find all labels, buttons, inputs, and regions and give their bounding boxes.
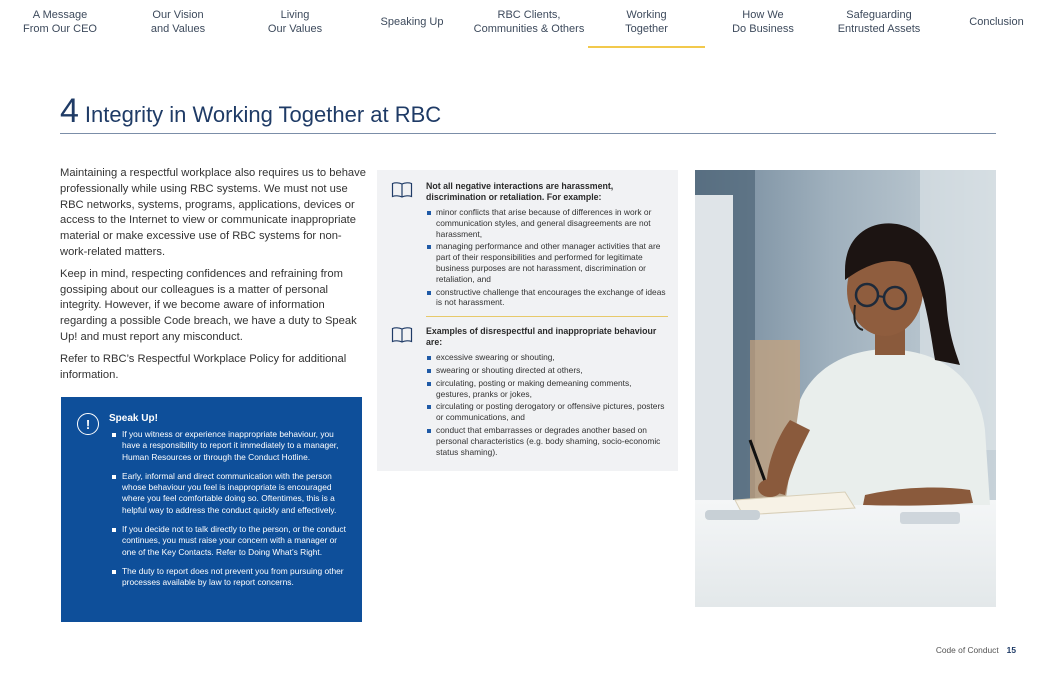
nav-item-ceo-message[interactable]: A Message From Our CEO: [23, 9, 97, 35]
speak-up-box: [61, 397, 362, 622]
list-item: minor conflicts that arise because of differences in work or communication styles, and general disagreements are not harassment,: [426, 207, 668, 239]
exclamation-icon: !: [77, 413, 99, 435]
list-item: circulating or posting derogatory or offensive pictures, posters or communications, and: [426, 401, 668, 423]
list-item: conduct that embarrasses or degrades another based on personal characteristics (e.g. body shaming, socio-economic status shaming).: [426, 425, 668, 457]
book-icon: [391, 326, 413, 344]
speak-up-title: Speak Up!: [109, 413, 158, 424]
speak-up-item: Early, informal and direct communication with the person whose behaviour you feel is inappropriate is encouraged where you feel comfortable doing so. Oftentimes, this is a helpful way to address the conduct quickly and effectively.: [109, 471, 348, 516]
speak-up-list: [109, 429, 348, 589]
speak-up-item: If you witness or experience inappropriate behaviour, you have a responsibility to report it immediately to a manager, Human Resources or through the Conduct Hotline.: [109, 429, 348, 463]
nav-item-clients-communities[interactable]: RBC Clients, Communities & Others: [473, 9, 585, 35]
speak-up-item: If you decide not to talk directly to the person, or the conduct continues, you must raise your concern with a manager or one of the Key Contacts. Refer to Doing What’s Right.: [109, 524, 348, 558]
photo-illustration: [695, 170, 996, 607]
nav-item-working-together[interactable]: Working Together: [588, 0, 705, 48]
document-name: Code of Conduct: [935, 645, 999, 655]
section-title: Integrity in Working Together at RBC: [84, 102, 442, 127]
top-navigation: [0, 0, 1056, 48]
title-divider: [60, 133, 996, 134]
panel-divider: [426, 316, 668, 317]
examples-panel: [377, 170, 678, 471]
not-harassment-section: [391, 181, 668, 308]
list-item: constructive challenge that encourages the exchange of ideas is not harassment.: [426, 287, 668, 309]
body-text: [60, 166, 366, 389]
list-item: swearing or shouting directed at others,: [426, 365, 668, 376]
page-number: 15: [1006, 645, 1016, 655]
nav-item-conclusion[interactable]: Conclusion: [969, 16, 1024, 28]
body-paragraph-3: Refer to RBC’s Respectful Workplace Policy for additional information.: [60, 352, 347, 381]
inappropriate-behaviour-list: [426, 352, 668, 457]
not-harassment-list: [426, 207, 668, 308]
body-paragraph-1: Maintaining a respectful workplace also requires us to behave professionally while using RBC systems. We must not use RBC networks, systems, programs, applications, devices or access to the Internet to view or communicate inappropriate material or make excessive use of RBC systems for non-work-related matters.: [60, 167, 366, 258]
body-paragraph-2: Keep in mind, respecting confidences and refraining from gossiping about our colleagues is a matter of personal integrity. However, if we become aware of information regarding a possible Code breach, we have a duty to Speak Up! and must report any misconduct.: [60, 267, 357, 343]
speak-up-item: The duty to report does not prevent you from pursuing other processes available by law to report concerns.: [109, 566, 348, 589]
page-footer: [936, 645, 1016, 655]
list-item: managing performance and other manager activities that are part of their responsibilities and performed for legitimate business purposes are not harassment, discrimination or retaliation, and: [426, 241, 668, 284]
nav-item-safeguarding-assets[interactable]: Safeguarding Entrusted Assets: [837, 9, 921, 35]
inappropriate-behaviour-section: [391, 326, 668, 457]
list-item: circulating, posting or making demeaning comments, gestures, pranks or jokes,: [426, 378, 668, 400]
page-title: [60, 92, 441, 131]
nav-item-living-values[interactable]: Living Our Values: [267, 9, 323, 35]
book-icon: [391, 181, 413, 199]
woman-writing-photo: [695, 170, 996, 607]
nav-item-speaking-up[interactable]: Speaking Up: [380, 16, 444, 28]
section-number: 4: [60, 92, 79, 130]
not-harassment-heading: Not all negative interactions are harassment, discrimination or retaliation. For example:: [426, 181, 614, 202]
nav-item-how-we-do-business[interactable]: How We Do Business: [732, 9, 794, 35]
inappropriate-behaviour-heading: Examples of disrespectful and inappropriate behaviour are:: [426, 326, 657, 348]
nav-item-vision-values[interactable]: Our Vision and Values: [150, 9, 206, 35]
list-item: excessive swearing or shouting,: [426, 352, 668, 363]
